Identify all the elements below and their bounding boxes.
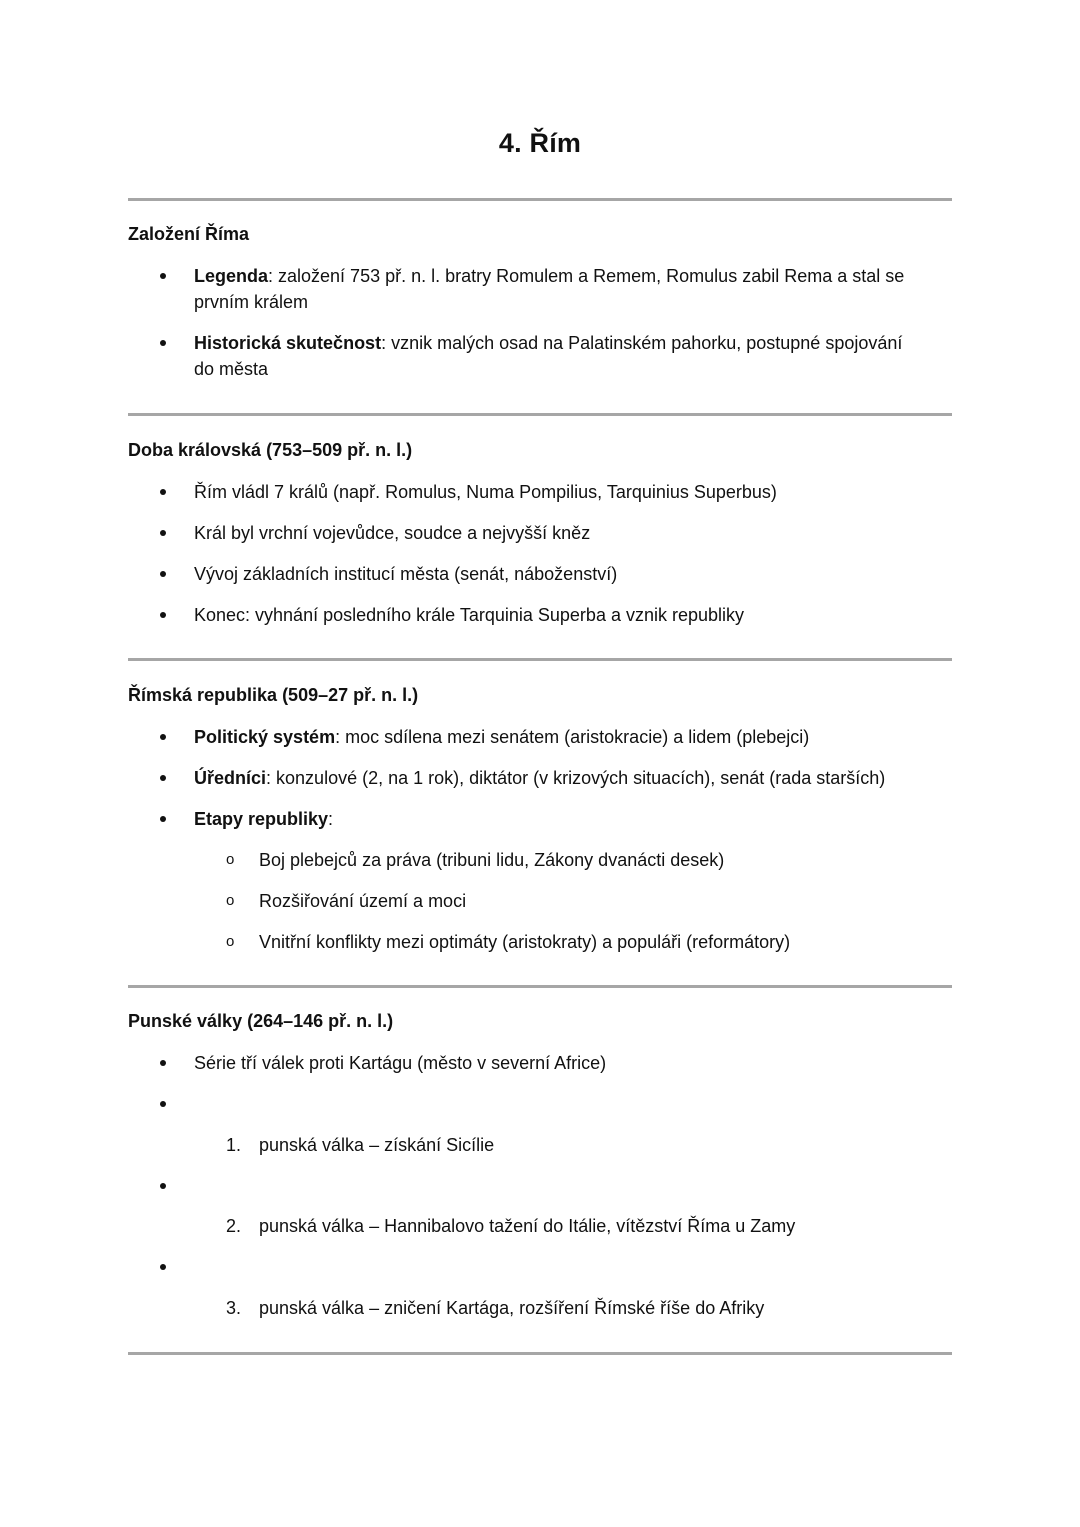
war-text: punská válka – zničení Kartága, rozšíření Římské říše do Afriky (259, 1298, 765, 1318)
divider (128, 413, 952, 416)
item-text: Řím vládl 7 králů (např. Romulus, Numa Pompilius, Tarquinius Superbus) (194, 482, 777, 502)
item-text: : konzulové (2, na 1 rok), diktátor (v krizových situacích), senát (rada starších) (266, 768, 886, 788)
circle-bullet-icon: o (226, 851, 235, 868)
divider (128, 985, 952, 988)
circle-bullet-icon: o (226, 892, 235, 909)
item-text: : vznik malých osad na Palatinském pahorku, postupné spojování (381, 333, 903, 353)
war-text: punská válka – Hannibalovo tažení do Itálie, vítězství Říma u Zamy (259, 1216, 796, 1236)
item-term: Politický systém (194, 727, 336, 747)
section-heading-kingdom: Doba královská (753–509 př. n. l.) (128, 440, 413, 460)
item-text: Konec: vyhnání posledního krále Tarquinia Superba a vznik republiky (194, 605, 745, 625)
sub-item-text: Boj plebejců za práva (tribuni lidu, Zákony dvanácti desek) (259, 850, 725, 870)
sub-item-text: Vnitřní konflikty mezi optimáty (aristokraty) a populáři (reformátory) (259, 932, 791, 952)
item-term: Etapy republiky (194, 809, 329, 829)
war-text: punská válka – získání Sicílie (259, 1135, 495, 1155)
item-text: : moc sdílena mezi senátem (aristokracie) a lidem (plebejci) (335, 727, 810, 747)
item-term: Legenda (194, 266, 269, 286)
section-heading-punic-wars: Punské války (264–146 př. n. l.) (128, 1011, 394, 1031)
item-text-cont: prvním králem (194, 292, 309, 312)
item-text: Vývoj základních institucí města (senát, náboženství) (194, 564, 618, 584)
item-text: Série tří válek proti Kartágu (město v severní Africe) (194, 1053, 607, 1073)
page-title: 4. Řím (498, 128, 582, 158)
number-marker: 2. (226, 1216, 242, 1236)
item-text: : založení 753 př. n. l. bratry Romulem a Remem, Romulus zabil Rema a stal se (268, 266, 905, 286)
number-marker: 3. (226, 1298, 242, 1318)
section-heading-republic: Římská republika (509–27 př. n. l.) (128, 685, 419, 705)
circle-bullet-icon: o (226, 933, 235, 950)
item-term: Úředníci (194, 768, 267, 788)
sub-item-text: Rozšiřování území a moci (259, 891, 467, 911)
item-term: Historická skutečnost (194, 333, 382, 353)
divider (128, 1352, 952, 1355)
section-heading-founding: Založení Říma (128, 224, 250, 244)
item-text-cont: do města (194, 359, 269, 379)
item-text: : (328, 809, 334, 829)
divider (128, 658, 952, 661)
number-marker: 1. (226, 1135, 242, 1155)
divider (128, 198, 952, 201)
item-text: Král byl vrchní vojevůdce, soudce a nejvyšší kněz (194, 523, 591, 543)
